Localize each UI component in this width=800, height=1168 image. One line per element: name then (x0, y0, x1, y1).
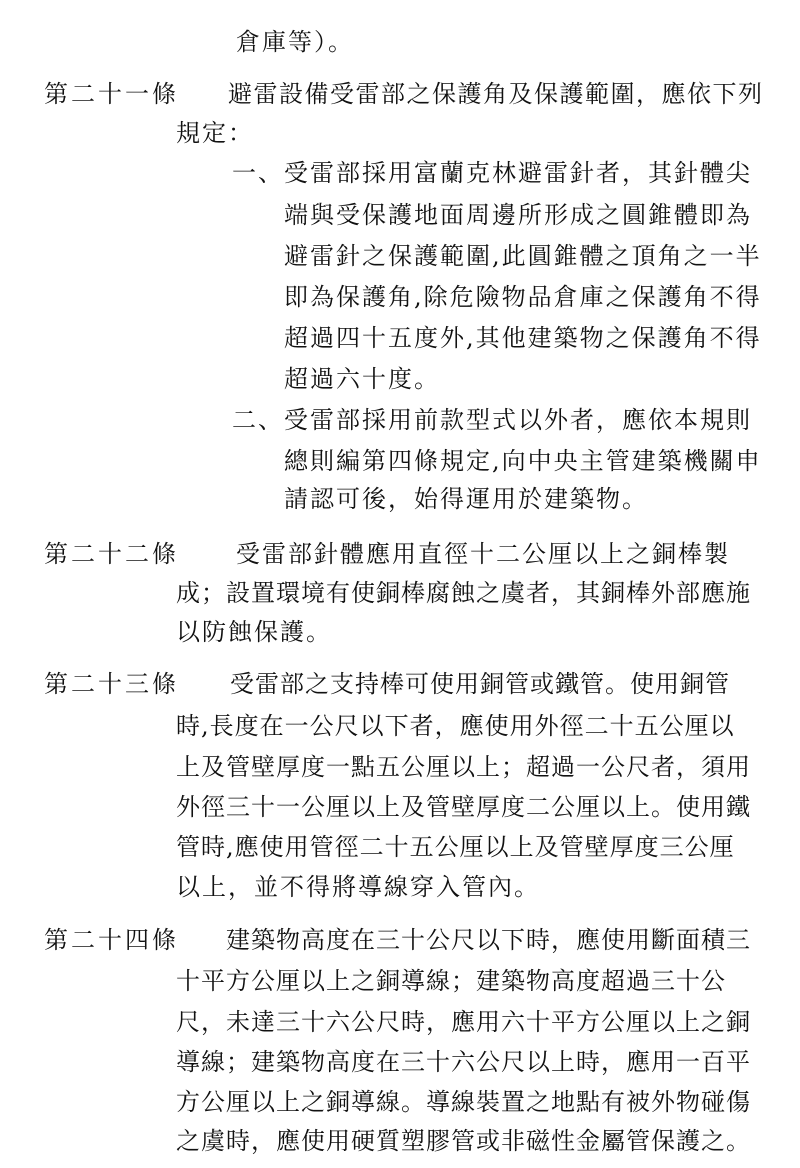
article-21-text: 規定： (176, 119, 254, 147)
article-23-text: 受雷部之支持棒可使用銅管或鐵管。使用銅管 (230, 670, 730, 698)
article-24-text: 之虞時，應使用硬質塑膠管或非磁性金屬管保護之。 (176, 1127, 751, 1155)
article-21-item-1: 一、受雷部採用富蘭克林避雷針者，其針體尖 (232, 159, 752, 187)
article-21-text: 避雷設備受雷部之保護角及保護範圍，應依下列 (228, 80, 764, 108)
article-23-text: 以上，並不得將導線穿入管內。 (176, 873, 540, 901)
article-22-text: 受雷部針體應用直徑十二公厘以上之銅棒製 (236, 540, 730, 568)
article-23-text: 外徑三十一公厘以上及管壁厚度二公厘以上。使用鐵 (176, 793, 751, 821)
article-22-label: 第二十二條 (44, 540, 179, 568)
article-21-item-1: 超過四十五度外,其他建築物之保護角不得 (284, 324, 762, 352)
article-23-label: 第二十三條 (44, 670, 179, 698)
article-22-text: 成；設置環境有使銅棒腐蝕之虞者，其銅棒外部應施 (176, 579, 751, 607)
article-24-text: 方公厘以上之銅導線。導線裝置之地點有被外物碰傷 (176, 1088, 751, 1116)
article-21-item-2: 請認可後，始得運用於建築物。 (284, 485, 648, 513)
article-24-text: 導線；建築物高度在三十六公尺以上時，應用一百平 (176, 1048, 751, 1076)
article-21-item-1: 避雷針之保護範圍,此圓錐體之頂角之一半 (284, 242, 762, 270)
continuation-line: 倉庫等）。 (236, 28, 354, 56)
article-24-text: 建築物高度在三十公尺以下時，應使用斷面積三 (226, 926, 751, 954)
article-21-label: 第二十一條 (44, 80, 179, 108)
article-21-item-2: 二、受雷部採用前款型式以外者，應依本規則 (232, 406, 752, 434)
article-22-text: 以防蝕保護。 (176, 618, 332, 646)
article-21-item-1: 端與受保護地面周邊所形成之圓錐體即為 (284, 201, 752, 229)
article-24-text: 尺，未達三十六公尺時，應用六十平方公厘以上之銅 (176, 1008, 751, 1036)
article-24-label: 第二十四條 (44, 926, 179, 954)
article-21-item-2: 總則編第四條規定,向中央主管建築機關申 (284, 447, 762, 475)
article-23-text: 管時,應使用管徑二十五公厘以上及管壁厚度三公厘 (176, 833, 735, 861)
article-24-text: 十平方公厘以上之銅導線；建築物高度超過三十公 (176, 967, 726, 995)
article-23-text: 時,長度在一公尺以下者，應使用外徑二十五公厘以 (176, 712, 735, 740)
article-21-item-1: 即為保護角,除危險物品倉庫之保護角不得 (284, 283, 762, 311)
article-23-text: 上及管壁厚度一點五公厘以上；超過一公尺者，須用 (176, 753, 751, 781)
article-21-item-1: 超過六十度。 (284, 365, 440, 393)
